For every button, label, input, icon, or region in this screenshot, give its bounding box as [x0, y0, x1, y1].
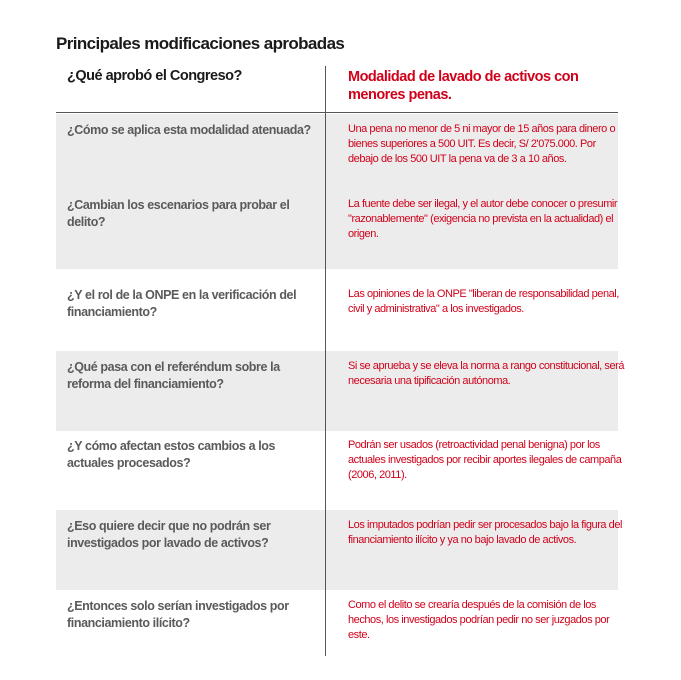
table-row	[56, 510, 623, 590]
row-question: ¿Entonces solo serían investigados por financiamiento ilícito?	[67, 599, 289, 630]
row-question: ¿Cómo se aplica esta modalidad atenuada?	[67, 123, 311, 137]
table-row	[56, 430, 622, 510]
row-question: ¿Eso quiere decir que no podrán ser investigados por lavado de activos?	[67, 519, 271, 550]
column-header-left: ¿Qué aprobó el Congreso?	[67, 68, 242, 84]
row-question: ¿Cambian los escenarios para probar el delito?	[67, 198, 290, 229]
row-answer: Si se aprueba y se eleva la norma a rango constitucional, será necesaria una tipificación autónoma.	[348, 360, 624, 387]
table-row	[56, 279, 618, 359]
row-answer: Podrán ser usados (retroactividad penal benigna) por los actuales investigados por recibir aportes ilegales de campaña (2006, 2011).	[348, 439, 622, 481]
column-divider	[325, 66, 326, 656]
row-answer: Como el delito se crearía después de la comisión de los hechos, los investigados podrían pedir no ser juzgados por este.	[348, 599, 610, 641]
row-question: ¿Y cómo afectan estos cambios a los actuales procesados?	[67, 439, 276, 470]
row-answer: Las opiniones de la ONPE "liberan de responsabilidad penal, civil y administrativa" a los investigados.	[348, 288, 619, 315]
row-answer: Los imputados podrían pedir ser procesados bajo la figura del financiamiento ilícito y ya no bajo lavado de activos.	[348, 519, 623, 546]
row-answer: La fuente debe ser ilegal, y el autor debe conocer o presumir "razonablemente" (exigencia no prevista en la actualidad) el origen.	[348, 198, 618, 240]
table-row	[56, 351, 624, 431]
table-row	[56, 590, 618, 670]
header-divider	[56, 112, 618, 113]
page-title: Principales modificaciones aprobadas	[56, 34, 345, 53]
column-header-right: Modalidad de lavado de activos con menores penas.	[348, 69, 579, 103]
row-question: ¿Y el rol de la ONPE en la verificación del financiamiento?	[67, 288, 297, 319]
table-row	[56, 114, 618, 194]
table-row	[56, 189, 618, 269]
row-question: ¿Qué pasa con el referéndum sobre la reforma del financiamiento?	[67, 360, 280, 391]
row-answer: Una pena no menor de 5 ni mayor de 15 años para dinero o bienes superiores a 500 UIT. Es decir, S/ 2'075.000. Por debajo de los 500 UIT la pena va de 3 a 10 años.	[348, 123, 616, 165]
